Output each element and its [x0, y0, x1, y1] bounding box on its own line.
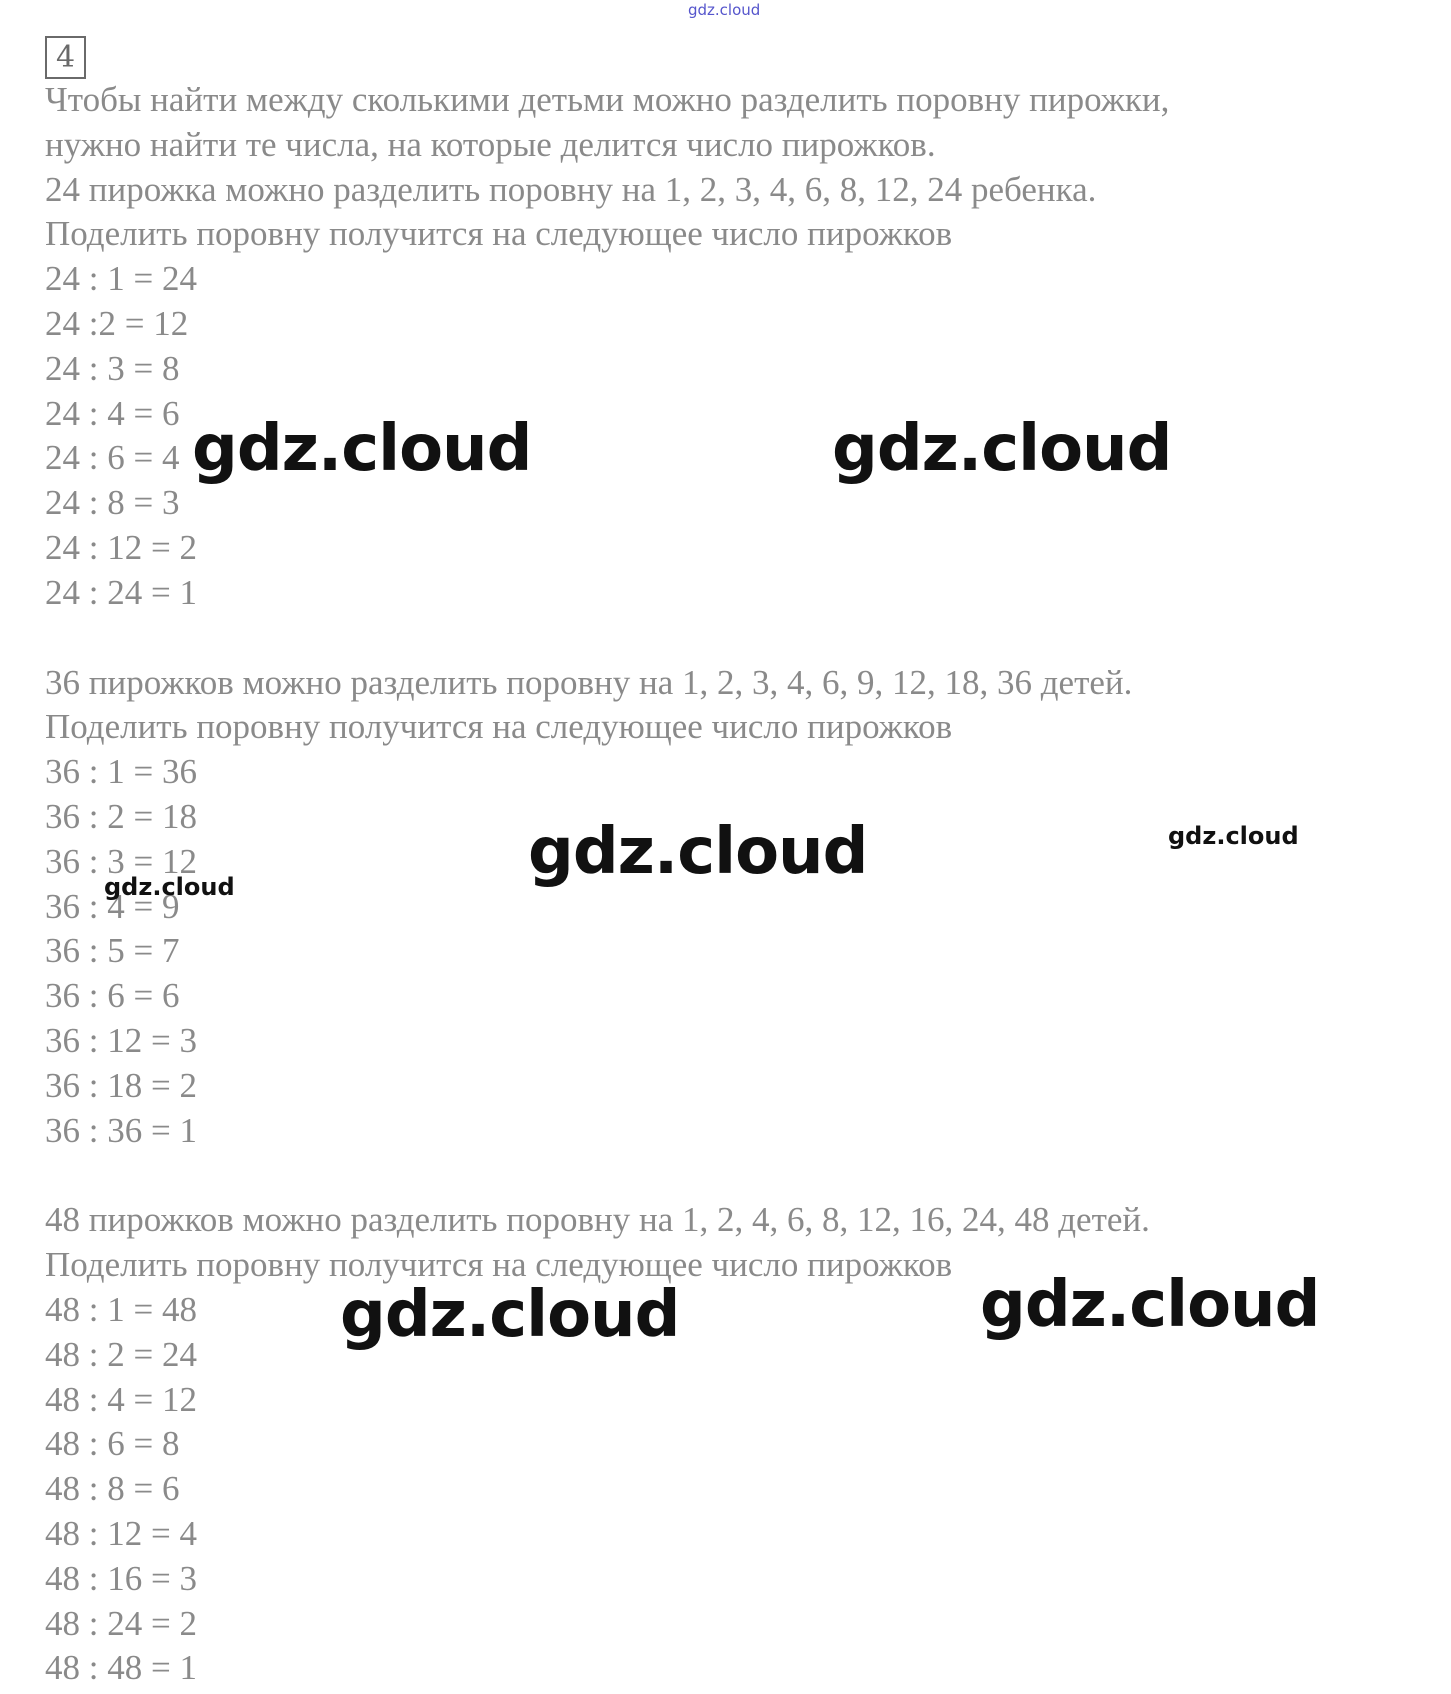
equation-48-7: 48 : 16 = 3	[45, 1558, 197, 1598]
equation-36-4: 36 : 4 = 9	[45, 886, 180, 926]
watermark: gdz.cloud	[832, 412, 1172, 486]
watermark: gdz.cloud	[340, 1278, 680, 1352]
equation-24-4: 24 : 4 = 6	[45, 393, 180, 433]
task-number-box: 4	[45, 36, 86, 79]
intro-line-1: Чтобы найти между сколькими детьми можно разделить поровну пирожки,	[45, 80, 1170, 119]
equation-48-6: 48 : 12 = 4	[45, 1513, 197, 1553]
watermark: gdz.cloud	[104, 873, 235, 901]
equation-36-5: 36 : 5 = 7	[45, 931, 180, 971]
equation-24-8: 24 : 24 = 1	[45, 572, 197, 612]
watermark: gdz.cloud	[980, 1268, 1320, 1342]
watermark: gdz.cloud	[1168, 822, 1299, 850]
equation-48-4: 48 : 6 = 8	[45, 1424, 180, 1464]
section-gap	[45, 616, 1425, 661]
equation-36-6: 36 : 6 = 6	[45, 976, 180, 1016]
equation-48-8: 48 : 24 = 2	[45, 1603, 197, 1643]
section-gap	[45, 1153, 1425, 1198]
equation-48-2: 48 : 2 = 24	[45, 1334, 197, 1374]
section-48-subtitle: Поделить поровну получится на следующее число пирожков	[45, 1245, 953, 1285]
equation-36-1: 36 : 1 = 36	[45, 752, 197, 792]
equation-48-3: 48 : 4 = 12	[45, 1379, 197, 1419]
equation-48-9: 48 : 48 = 1	[45, 1648, 197, 1688]
equation-24-7: 24 : 12 = 2	[45, 527, 197, 567]
equation-24-5: 24 : 6 = 4	[45, 438, 180, 478]
section-36-subtitle: Поделить поровну получится на следующее число пирожков	[45, 707, 953, 747]
equation-48-1: 48 : 1 = 48	[45, 1289, 197, 1329]
section-36-statement: 36 пирожков можно разделить поровну на 1, 2, 3, 4, 6, 9, 12, 18, 36 детей.	[45, 662, 1133, 702]
top-watermark: gdz.cloud	[688, 1, 761, 19]
equation-24-3: 24 : 3 = 8	[45, 348, 180, 388]
equation-36-3: 36 : 3 = 12	[45, 841, 197, 881]
equation-36-8: 36 : 18 = 2	[45, 1065, 197, 1105]
equation-24-6: 24 : 8 = 3	[45, 483, 180, 523]
equation-24-1: 24 : 1 = 24	[45, 259, 197, 299]
watermark: gdz.cloud	[192, 412, 532, 486]
equation-36-9: 36 : 36 = 1	[45, 1110, 197, 1150]
equation-36-7: 36 : 12 = 3	[45, 1020, 197, 1060]
section-24-statement: 24 пирожка можно разделить поровну на 1, 2, 3, 4, 6, 8, 12, 24 ребенка.	[45, 169, 1097, 209]
intro-line-2: нужно найти те числа, на которые делится число пирожков.	[45, 124, 936, 164]
section-48-statement: 48 пирожков можно разделить поровну на 1, 2, 4, 6, 8, 12, 16, 24, 48 детей.	[45, 1200, 1150, 1240]
section-24-subtitle: Поделить поровну получится на следующее число пирожков	[45, 214, 953, 254]
equation-24-2: 24 :2 = 12	[45, 303, 189, 343]
equation-48-5: 48 : 8 = 6	[45, 1469, 180, 1509]
watermark: gdz.cloud	[528, 815, 868, 889]
equation-36-2: 36 : 2 = 18	[45, 796, 197, 836]
